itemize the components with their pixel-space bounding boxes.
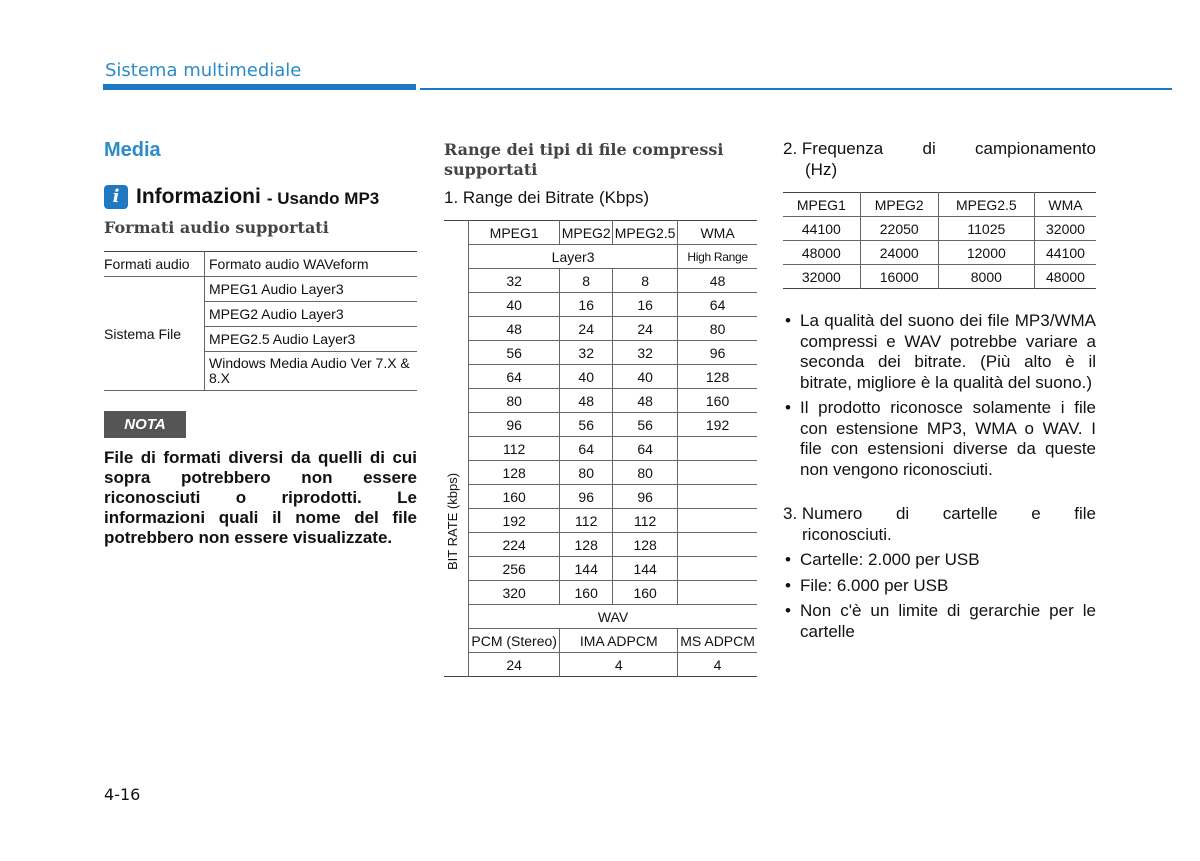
table-header-cell: MPEG1 (469, 221, 560, 245)
table-cell (678, 509, 757, 533)
header-rule-thick (103, 84, 416, 90)
side-cell (444, 269, 469, 293)
info-icon: i (104, 185, 128, 209)
table-cell: 128 (678, 365, 757, 389)
frequency-heading (783, 138, 1096, 180)
table-cell: 16000 (860, 265, 938, 289)
table-cell: 160 (613, 581, 678, 605)
side-cell (444, 317, 469, 341)
table-cell: 144 (613, 557, 678, 581)
table-cell: 32 (469, 269, 560, 293)
table-row (444, 365, 757, 389)
table-cell: 11025 (938, 217, 1034, 241)
table-cell: 12000 (938, 241, 1034, 265)
table-cell: 16 (560, 293, 613, 317)
table-row (444, 629, 757, 653)
table-row (444, 509, 757, 533)
table-row (444, 389, 757, 413)
table-cell: 160 (560, 581, 613, 605)
side-cell (444, 221, 469, 245)
table-row (444, 341, 757, 365)
table-cell: 24000 (860, 241, 938, 265)
table-cell: 56 (613, 413, 678, 437)
info-title: Informazioni (136, 185, 261, 208)
table-row (444, 269, 757, 293)
frequency-table (783, 192, 1096, 289)
side-cell (444, 245, 469, 269)
bitrate-table-wrap (444, 220, 757, 677)
table-cell: MPEG1 Audio Layer3 (205, 277, 418, 302)
frequency-heading-part: campionamento (975, 139, 1096, 158)
list-item: • Il prodotto riconosce solamente i file con estensione MP3, WMA o WAV. I file con estensioni diverse da queste non vengono riconosciuti. (783, 398, 1096, 480)
table-cell: 4 (560, 653, 678, 677)
table-cell: 128 (560, 533, 613, 557)
folders-heading-part: di (895, 504, 910, 523)
table-row (444, 413, 757, 437)
table-header-cell: MS ADPCM (678, 629, 757, 653)
table-cell: 32 (613, 341, 678, 365)
table-cell: 8000 (938, 265, 1034, 289)
table-header-cell: IMA ADPCM (560, 629, 678, 653)
table-cell: 112 (469, 437, 560, 461)
folders-heading-part: 3. Numero (783, 504, 863, 523)
column-middle (444, 138, 757, 677)
side-cell (444, 605, 469, 629)
column-left (104, 138, 417, 548)
table-header-cell: Formati audio (104, 252, 205, 277)
nota-text: File di formati diversi da quelli di cui sopra potrebbero non essere riconosciuti o riprodotti. Le informazioni quali il nome del file potrebbero non essere visualizzate. (104, 448, 417, 547)
info-heading (104, 183, 417, 211)
table-header-cell: MPEG2.5 (938, 193, 1034, 217)
table-cell: 128 (469, 461, 560, 485)
table-cell (678, 533, 757, 557)
table-header-cell: MPEG1 (783, 193, 860, 217)
table-cell: 160 (469, 485, 560, 509)
table-cell: 64 (678, 293, 757, 317)
quality-notes (783, 311, 1096, 480)
table-cell: 48 (469, 317, 560, 341)
table-row (444, 317, 757, 341)
list-item: • Cartelle: 2.000 per USB (783, 550, 1096, 571)
table-row (444, 581, 757, 605)
table-cell (678, 557, 757, 581)
table-row (783, 217, 1096, 241)
header-rule-thin (420, 88, 1172, 90)
table-cell: 64 (560, 437, 613, 461)
column-right (783, 138, 1096, 647)
table-cell: 80 (613, 461, 678, 485)
table-cell: 96 (678, 341, 757, 365)
table-header-cell: WMA (678, 221, 757, 245)
table-cell: 16 (613, 293, 678, 317)
table-cell: 40 (560, 365, 613, 389)
table-row (783, 193, 1096, 217)
table-cell: 320 (469, 581, 560, 605)
table-cell: 24 (560, 317, 613, 341)
side-cell (444, 365, 469, 389)
table-cell: 8 (560, 269, 613, 293)
table-cell: 96 (613, 485, 678, 509)
wav-cell: WAV (469, 605, 758, 629)
table-header-cell: MPEG2.5 (613, 221, 678, 245)
table-cell: 160 (678, 389, 757, 413)
side-cell (444, 581, 469, 605)
section-title: Sistema multimediale (105, 60, 302, 81)
table-row (444, 437, 757, 461)
list-item: • File: 6.000 per USB (783, 576, 1096, 597)
table-cell: 256 (469, 557, 560, 581)
folders-heading-part: file (1074, 504, 1096, 523)
table-cell: 32 (560, 341, 613, 365)
table-cell: 80 (678, 317, 757, 341)
high-range-cell: High Range (678, 245, 757, 269)
nota-label: NOTA (104, 411, 186, 438)
table-row (444, 533, 757, 557)
table-cell: 48000 (1034, 265, 1096, 289)
table-cell: MPEG2 Audio Layer3 (205, 302, 418, 327)
table-cell: 56 (469, 341, 560, 365)
table-header-cell: Formato audio WAVeform (205, 252, 418, 277)
table-row (783, 241, 1096, 265)
folders-heading-part: e (1031, 504, 1041, 523)
folders-heading-cont: riconosciuti. (802, 524, 892, 544)
formats-title: Formati audio supportati (104, 218, 329, 237)
table-header-cell: MPEG2 (560, 221, 613, 245)
table-cell: 40 (469, 293, 560, 317)
side-cell (444, 653, 469, 677)
table-cell: 24 (613, 317, 678, 341)
media-heading: Media (104, 139, 161, 161)
table-cell: 4 (678, 653, 757, 677)
table-cell: 112 (613, 509, 678, 533)
compressed-range-title: Range dei tipi di file compressi supportati (444, 140, 724, 179)
table-row (444, 461, 757, 485)
table-cell: 80 (560, 461, 613, 485)
side-cell (444, 389, 469, 413)
side-cell (444, 437, 469, 461)
side-cell (444, 413, 469, 437)
table-header-cell: MPEG2 (860, 193, 938, 217)
table-row (444, 485, 757, 509)
table-cell: 48 (613, 389, 678, 413)
table-cell: 96 (560, 485, 613, 509)
folders-heading (783, 504, 1096, 545)
table-cell (678, 437, 757, 461)
table-cell: 48000 (783, 241, 860, 265)
table-cell: Windows Media Audio Ver 7.X & 8.X (205, 352, 418, 391)
table-row (104, 277, 417, 302)
page-number: 4-16 (104, 785, 141, 804)
table-cell: 44100 (1034, 241, 1096, 265)
side-cell (444, 293, 469, 317)
table-row (104, 252, 417, 277)
formats-table (104, 251, 417, 391)
table-cell (678, 485, 757, 509)
table-cell: 96 (469, 413, 560, 437)
table-row (783, 265, 1096, 289)
table-cell: 224 (469, 533, 560, 557)
folders-heading-part: cartelle (942, 504, 998, 523)
bitrate-table (444, 220, 757, 677)
table-cell: 32000 (783, 265, 860, 289)
table-cell: 22050 (860, 217, 938, 241)
table-cell: 48 (560, 389, 613, 413)
table-cell: MPEG2.5 Audio Layer3 (205, 327, 418, 352)
table-cell: 192 (678, 413, 757, 437)
table-cell: 40 (613, 365, 678, 389)
info-subtitle: - Usando MP3 (266, 188, 380, 208)
table-cell: 56 (560, 413, 613, 437)
side-cell (444, 341, 469, 365)
table-cell: 32000 (1034, 217, 1096, 241)
table-row (444, 293, 757, 317)
table-cell: 24 (469, 653, 560, 677)
frequency-heading-part: di (922, 139, 936, 158)
table-cell (678, 461, 757, 485)
table-cell: 112 (560, 509, 613, 533)
table-cell: 80 (469, 389, 560, 413)
table-cell: 64 (613, 437, 678, 461)
table-header-cell: PCM (Stereo) (469, 629, 560, 653)
table-cell: 48 (678, 269, 757, 293)
bitrate-axis-text: BIT RATE (kbps) (445, 472, 460, 570)
table-cell: 44100 (783, 217, 860, 241)
side-cell (444, 629, 469, 653)
bitrate-subtitle: 1. Range dei Bitrate (Kbps) (444, 188, 650, 207)
table-cell (678, 581, 757, 605)
table-cell: 192 (469, 509, 560, 533)
frequency-heading-unit: (Hz) (805, 160, 838, 179)
layer-cell: Layer3 (469, 245, 678, 269)
table-cell: 64 (469, 365, 560, 389)
table-row (444, 221, 757, 245)
table-cell: 128 (613, 533, 678, 557)
frequency-heading-part: 2. Frequenza (783, 139, 884, 158)
table-row (444, 605, 757, 629)
folders-notes (783, 550, 1096, 642)
table-cell: 8 (613, 269, 678, 293)
table-header-cell: WMA (1034, 193, 1096, 217)
list-item: • Non c'è un limite di gerarchie per le cartelle (783, 601, 1096, 642)
table-row (444, 245, 757, 269)
table-cell: 144 (560, 557, 613, 581)
table-row (444, 653, 757, 677)
table-row (444, 557, 757, 581)
table-group-cell: Sistema File (104, 277, 205, 391)
list-item: • La qualità del suono dei file MP3/WMA compressi e WAV potrebbe variare a seconda dei bitrate. (Più alto è il bitrate, migliore è la qualità del suono.) (783, 311, 1096, 393)
